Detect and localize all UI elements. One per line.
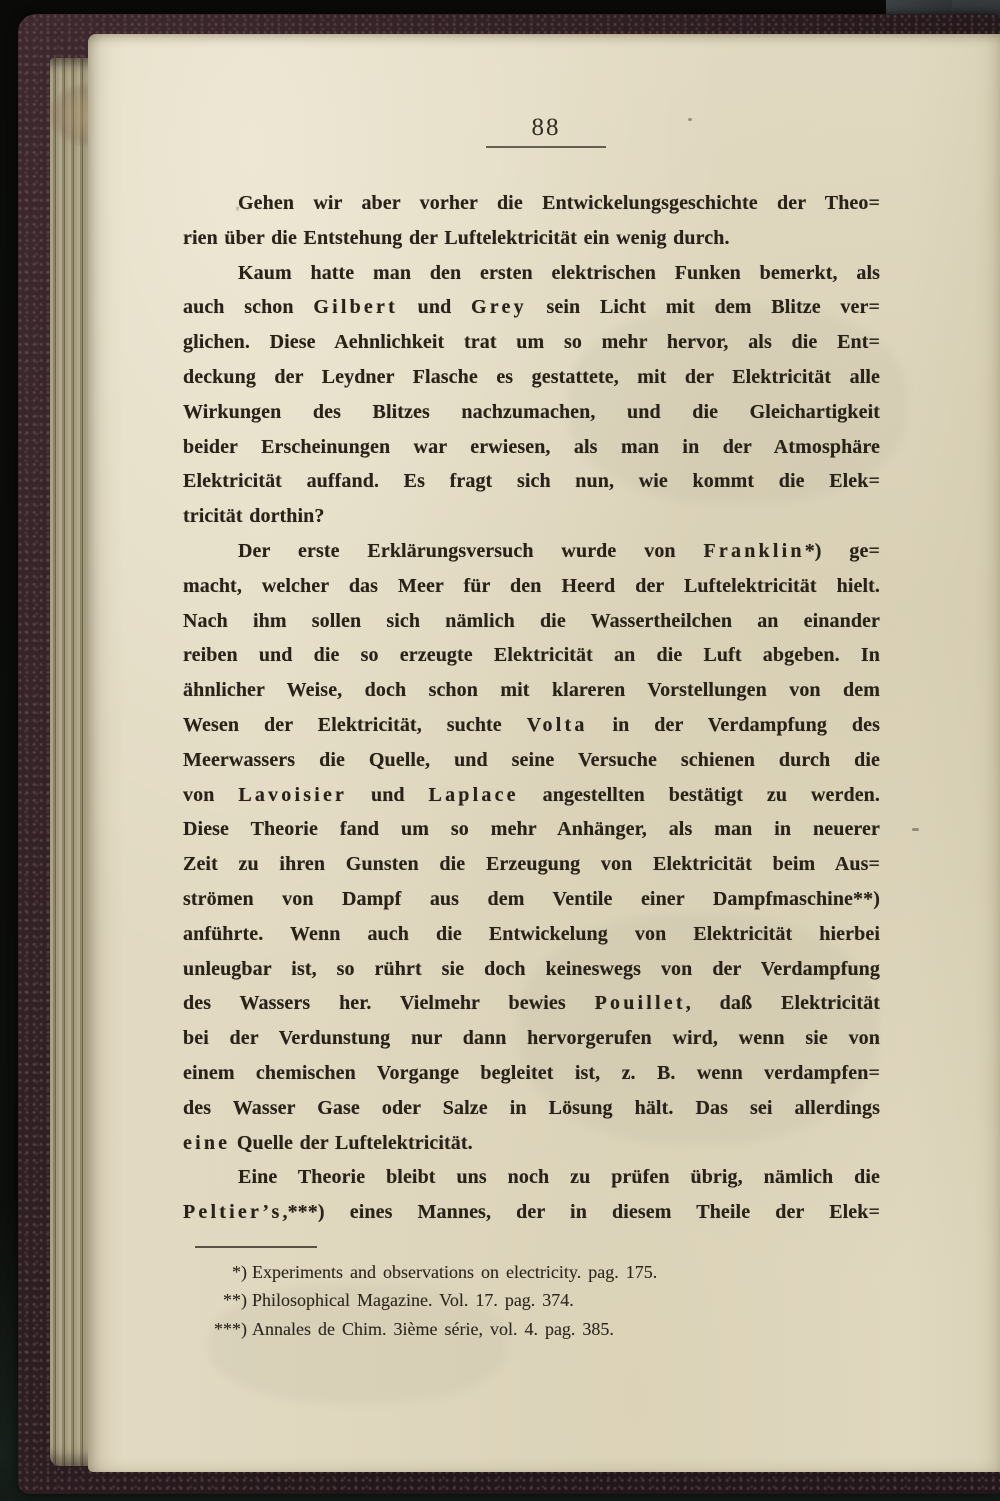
text-segment: des Wasser Gase oder Salze in Lösung hält. Das sei allerdings xyxy=(183,1096,880,1119)
letterspaced-name: Grey xyxy=(471,296,527,319)
text-segment: des Wassers her. Vielmehr bewies xyxy=(183,992,595,1015)
footnote-marker: ***) xyxy=(214,1318,247,1339)
body-line xyxy=(183,1091,880,1126)
body-line xyxy=(183,638,880,673)
text-segment: einem chemischen Vorgange begleitet ist, z. B. wenn verdampfen= xyxy=(183,1061,880,1084)
footnote xyxy=(183,1258,889,1286)
body-line xyxy=(183,325,880,360)
text-segment: Diese Theorie fand um so mehr Anhänger, als man in neuerer xyxy=(183,818,880,841)
text-segment: Quelle der Luftelektricität. xyxy=(230,1131,473,1154)
body-line xyxy=(183,569,880,604)
text-segment: Kaum hatte man den ersten elektrischen Funken bemerkt, als xyxy=(238,261,880,284)
body-line xyxy=(183,778,880,813)
body-line xyxy=(183,1160,880,1195)
text-segment: deckung der Leydner Flasche es gestattete, mit der Elektricität alle xyxy=(183,365,880,388)
footnote-marker: *) xyxy=(232,1262,247,1282)
text-segment: Der erste Erklärungsversuch wurde von xyxy=(238,539,704,562)
text-segment: , daß Elektricität xyxy=(685,992,880,1015)
body-line xyxy=(183,952,880,987)
body-line xyxy=(183,186,880,221)
text-segment: auch schon xyxy=(183,296,314,319)
page-number-block xyxy=(486,114,606,148)
text-segment: Zeit zu ihren Gunsten die Erzeugung von Elektricität beim Aus= xyxy=(183,853,880,876)
page-number: 88 xyxy=(531,114,561,141)
footnote-text: Philosophical Magazine. Vol. 17. pag. 374. xyxy=(252,1290,574,1311)
body-line xyxy=(183,847,880,882)
letterspaced-name: eine xyxy=(183,1131,231,1154)
body-line xyxy=(183,395,880,430)
body-line xyxy=(183,290,880,325)
text-segment: Meerwassers die Quelle, und seine Versuche schienen durch die xyxy=(183,748,880,771)
page-speck xyxy=(912,828,919,831)
text-segment: angestellten bestätigt zu werden. xyxy=(518,783,880,806)
text-segment: in der Verdampfung des xyxy=(587,713,880,736)
body-line xyxy=(183,221,880,256)
text-segment: bei der Verdunstung nur dann hervorgerufen wird, wenn sie von xyxy=(183,1027,880,1050)
text-segment: Wirkungen des Blitzes nachzumachen, und die Gleichartigkeit xyxy=(183,400,880,423)
footnote xyxy=(183,1315,889,1343)
body-line xyxy=(183,812,880,847)
footnote-rule xyxy=(195,1246,317,1248)
body-line xyxy=(183,673,880,708)
body-line xyxy=(183,534,880,569)
text-segment: macht, welcher das Meer für den Heerd der Luftelektricität hielt. xyxy=(183,574,880,597)
footnote-text: Experiments and observations on electricity. pag. 175. xyxy=(252,1262,658,1282)
body-line xyxy=(183,986,880,1021)
letterspaced-name: Pouillet xyxy=(594,992,686,1015)
letterspaced-name: Volta xyxy=(526,713,588,736)
book-page xyxy=(88,34,1000,1472)
text-segment: glichen. Diese Aehnlichkeit trat um so mehr hervor, als die Ent= xyxy=(183,331,880,354)
footnote xyxy=(183,1286,889,1314)
text-segment: von xyxy=(183,783,239,806)
body-line xyxy=(183,708,880,743)
text-segment: rien über die Entstehung der Luftelektricität ein wenig durch. xyxy=(183,226,730,249)
body-line xyxy=(183,256,880,291)
page-edges xyxy=(50,58,88,1466)
text-segment: ,***) eines Mannes, der in diesem Theile der Elek= xyxy=(282,1201,880,1224)
body-line xyxy=(183,882,880,917)
text-segment: Wesen der Elektricität, suchte xyxy=(183,713,527,736)
letterspaced-name: Franklin xyxy=(703,539,805,562)
footnote-text: Annales de Chim. 3ième série, vol. 4. pag. 385. xyxy=(252,1318,614,1339)
body-line xyxy=(183,430,880,465)
page-speck xyxy=(688,118,692,121)
text-segment: sein Licht mit dem Blitze ver= xyxy=(526,296,880,319)
body-line xyxy=(183,1021,880,1056)
letterspaced-name: Peltier’s xyxy=(183,1201,283,1224)
text-segment: *) ge= xyxy=(804,539,880,562)
footnote-marker: **) xyxy=(223,1290,247,1311)
footnotes xyxy=(183,1258,889,1343)
text-segment: Gehen wir aber vorher die Entwickelungsgeschichte der Theo= xyxy=(238,192,880,214)
body-line xyxy=(183,360,880,395)
letterspaced-name: Lavoisier xyxy=(238,783,348,806)
text-segment: unleugbar ist, so rührt sie doch keineswegs von der Verdampfung xyxy=(183,957,880,980)
body-line xyxy=(183,1195,880,1230)
text-segment: und xyxy=(397,296,472,319)
text-segment: Nach ihm sollen sich nämlich die Wassertheilchen an einander xyxy=(183,609,880,632)
body-line xyxy=(183,917,880,952)
text-segment: und xyxy=(347,783,429,806)
body-text xyxy=(183,186,880,1230)
text-segment: reiben und die so erzeugte Elektricität an die Luft abgeben. In xyxy=(183,644,880,667)
text-segment: Elektricität auffand. Es fragt sich nun, wie kommt die Elek= xyxy=(183,470,880,493)
text-segment: tricität dorthin? xyxy=(183,505,325,528)
letterspaced-name: Laplace xyxy=(428,783,519,806)
text-segment: beider Erscheinungen war erwiesen, als man in der Atmosphäre xyxy=(183,435,880,458)
text-segment: strömen von Dampf aus dem Ventile einer Dampfmaschine**) xyxy=(183,887,880,910)
text-segment: Eine Theorie bleibt uns noch zu prüfen übrig, nämlich die xyxy=(238,1166,880,1189)
text-segment: anführte. Wenn auch die Entwickelung von Elektricität hierbei xyxy=(183,922,880,945)
body-line xyxy=(183,1056,880,1091)
letterspaced-name: Gilbert xyxy=(313,296,398,319)
page-number-rule xyxy=(486,146,606,148)
body-line xyxy=(183,604,880,639)
body-line xyxy=(183,499,880,534)
body-line xyxy=(183,1126,880,1161)
body-line xyxy=(183,743,880,778)
text-segment: ähnlicher Weise, doch schon mit klareren Vorstellungen von dem xyxy=(183,679,880,702)
body-line xyxy=(183,464,880,499)
